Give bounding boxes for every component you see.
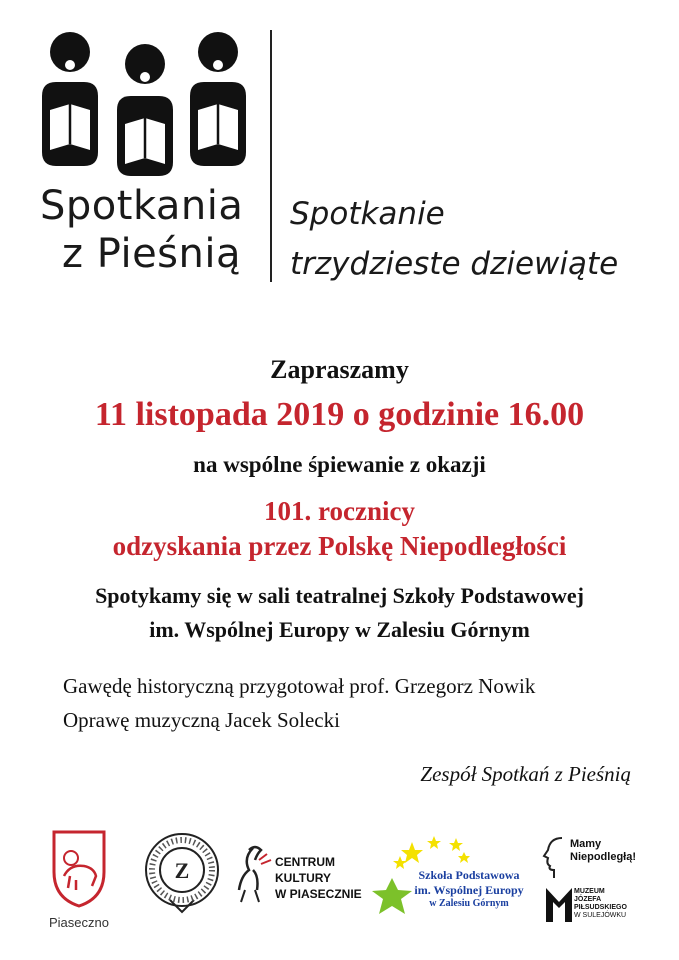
brand-name-line2: z Pieśnią (62, 231, 241, 277)
centrum-kultury-line2: W PIASECZNIE (275, 887, 362, 901)
mamy-niepodlegla-logo (540, 828, 650, 933)
credit-line2: Oprawę muzyczną Jacek Solecki (63, 708, 340, 732)
header-divider (270, 30, 272, 282)
venue-line1: Spotykamy się w sali teatralnej Szkoły Podstawowej (95, 583, 584, 608)
museum-line3: PIŁSUDSKIEGO (574, 904, 627, 911)
centrum-kultury-logo (233, 840, 368, 915)
school-line2: im. Wspólnej Europy (414, 883, 524, 897)
edition-subtitle-line1: Spotkanie (290, 196, 445, 232)
mamy-line2: Niepodległą! (570, 851, 637, 863)
school-logo (372, 828, 527, 918)
school-line1: Szkoła Podstawowa (418, 868, 520, 882)
museum-line2: JÓZEFA (574, 896, 602, 903)
tpzg-logo (142, 828, 222, 918)
anniversary-line2: odzyskania przez Polskę Niepodległości (112, 531, 567, 561)
organizer-signature: Zespół Spotkań z Pieśnią (420, 762, 631, 786)
event-date: 11 listopada 2019 o godzinie 16.00 (94, 396, 585, 433)
invite-heading: Zapraszamy (270, 355, 409, 384)
brand-name-line1: Spotkania (40, 183, 244, 229)
svg-text:Z: Z (174, 858, 190, 883)
venue-line2: im. Wspólnej Europy w Zalesiu Górnym (149, 617, 530, 642)
centrum-kultury-line1: CENTRUM KULTURY (275, 855, 335, 885)
tpzg-seal-icon (142, 828, 222, 918)
piaseczno-crest-icon (38, 828, 120, 908)
credit-line1: Gawędę historyczną przygotował prof. Grzegorz Nowik (63, 674, 536, 698)
mamy-line1: Mamy (570, 838, 602, 850)
museum-m-icon (544, 884, 574, 924)
edition-subtitle-line2: trzydzieste dziewiąte (290, 246, 619, 282)
piaseczno-logo (38, 828, 120, 928)
centrum-kultury-figure-icon (233, 840, 273, 910)
singers-logo-icon (38, 30, 248, 180)
anniversary-line1: 101. rocznicy (264, 496, 415, 526)
museum-line1: MUZEUM (574, 888, 605, 895)
piaseczno-label: Piaseczno (49, 915, 109, 930)
museum-line4: W SULEJÓWKU (574, 912, 627, 919)
occasion-text: na wspólne śpiewanie z okazji (193, 452, 486, 477)
school-line3: w Zalesiu Górnym (429, 898, 509, 909)
